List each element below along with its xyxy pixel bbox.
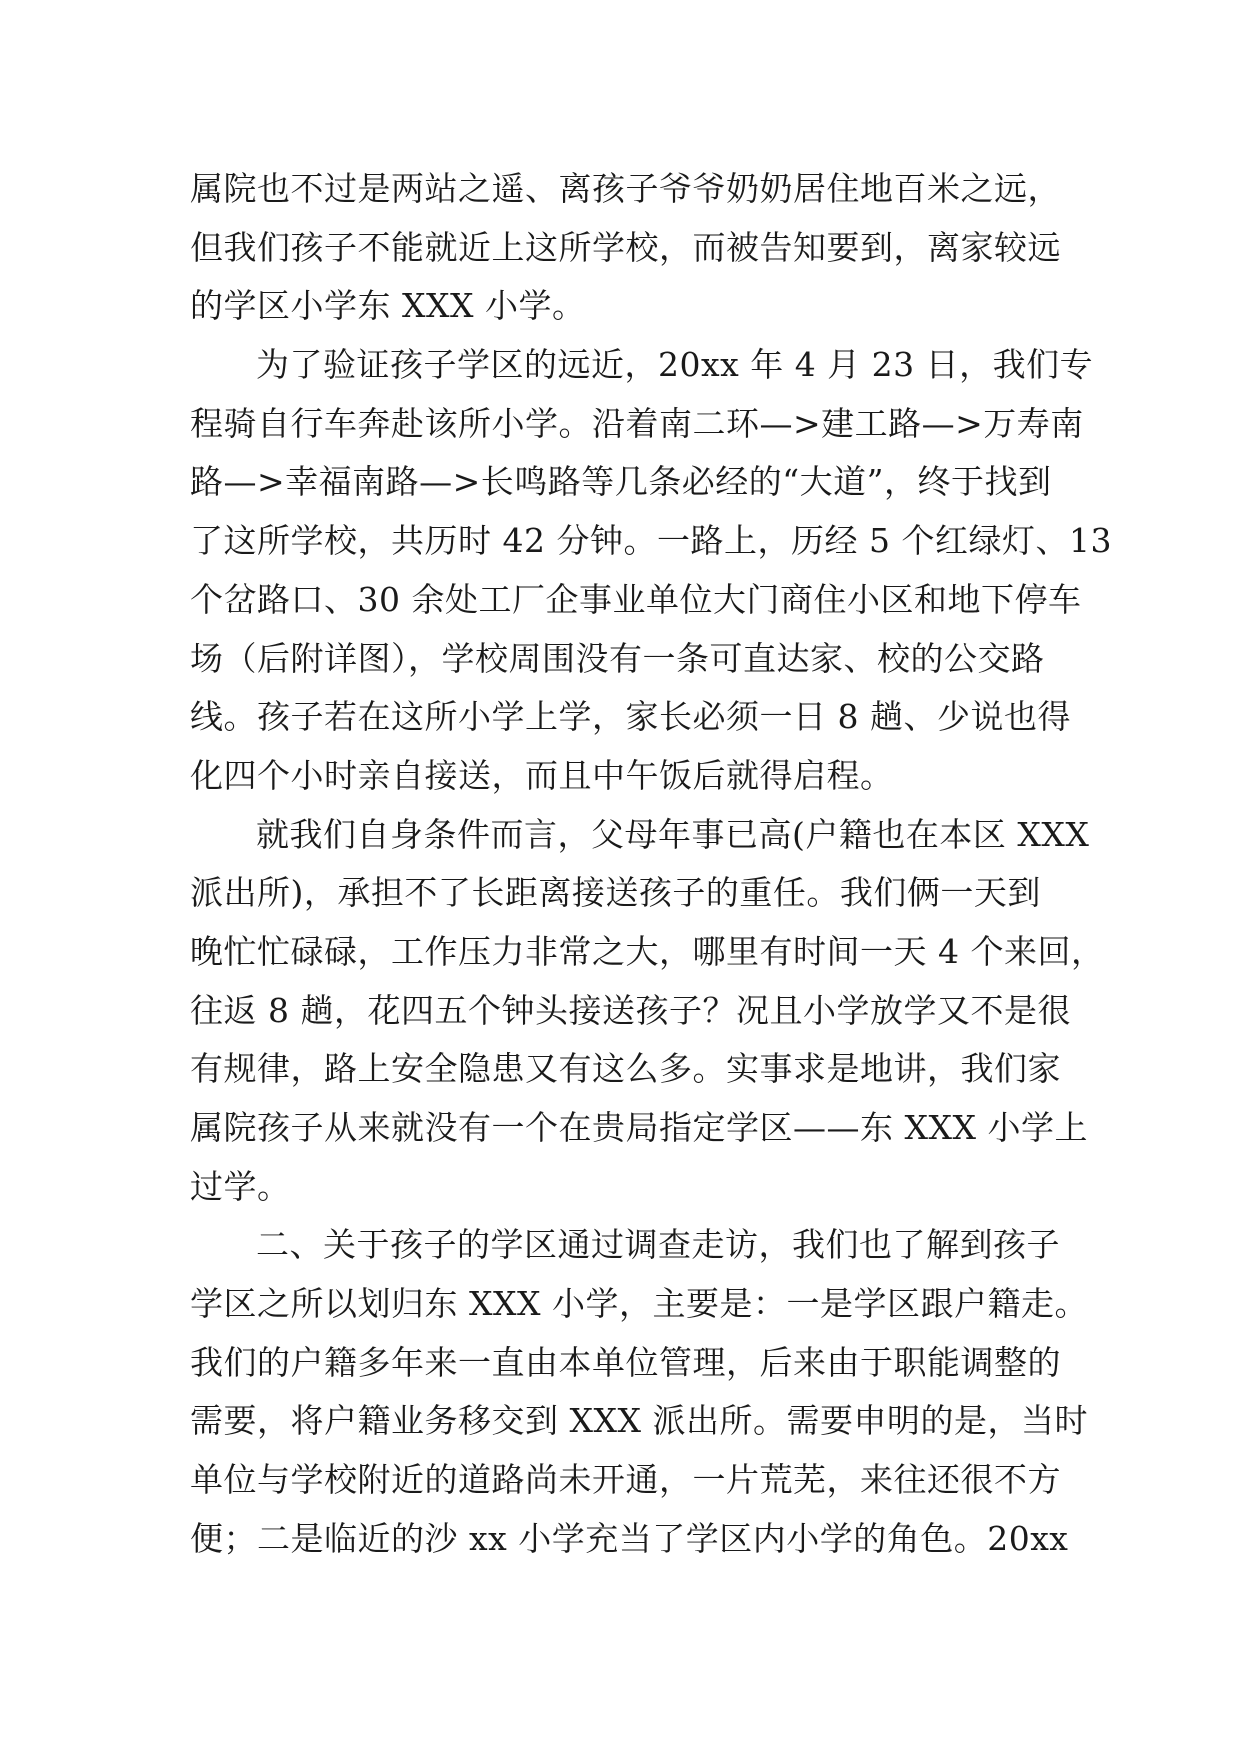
text-line: 晚忙忙碌碌，工作压力非常之大，哪里有时间一天 4 个来回， xyxy=(190,931,1105,971)
text-line: 属院孩子从来就没有一个在贵局指定学区——东 XXX 小学上 xyxy=(190,1108,1088,1147)
text-line: 程骑自行车奔赴该所小学。沿着南二环—>建工路—>万寿南 xyxy=(190,403,1084,443)
text-line: 派出所)，承担不了长距离接送孩子的重任。我们俩一天到 xyxy=(190,873,1041,913)
text-line: 往返 8 趟，花四五个钟头接送孩子？况且小学放学又不是很 xyxy=(190,990,1071,1030)
paragraph-first-line: 二、关于孩子的学区通过调查走访，我们也了解到孩子 xyxy=(256,1225,1060,1265)
text-line: 线。孩子若在这所小学上学，家长必须一日 8 趟、少说也得 xyxy=(190,697,1071,737)
text-line: 但我们孩子不能就近上这所学校，而被告知要到，离家较远 xyxy=(190,227,1061,267)
text-line: 单位与学校附近的道路尚未开通，一片荒芜，来往还很不方 xyxy=(190,1460,1061,1500)
text-line: 个岔路口、30 余处工厂企事业单位大门商住小区和地下停车 xyxy=(190,579,1082,619)
text-line: 学区之所以划归东 XXX 小学，主要是：一是学区跟户籍走。 xyxy=(190,1284,1088,1324)
text-line: 有规律，路上安全隐患又有这么多。实事求是地讲，我们家 xyxy=(190,1049,1061,1089)
text-line: 需要，将户籍业务移交到 XXX 派出所。需要申明的是，当时 xyxy=(190,1401,1088,1441)
text-line: 化四个小时亲自接送，而且中午饭后就得启程。 xyxy=(190,755,894,795)
text-line: 路—>幸福南路—>长鸣路等几条必经的“大道”，终于找到 xyxy=(190,462,1052,502)
text-line: 我们的户籍多年来一直由本单位管理，后来由于职能调整的 xyxy=(190,1342,1061,1382)
text-line: 属院也不过是两站之遥、离孩子爷爷奶奶居住地百米之远， xyxy=(190,169,1061,208)
text-line: 便；二是临近的沙 xx 小学充当了学区内小学的角色。20xx xyxy=(190,1518,1069,1558)
paragraph-first-line: 为了验证孩子学区的远近，20xx 年 4 月 23 日，我们专 xyxy=(256,345,1094,385)
text-line: 了这所学校，共历时 42 分钟。一路上，历经 5 个红绿灯、13 xyxy=(190,521,1112,561)
paragraph-first-line: 就我们自身条件而言，父母年事已高(户籍也在本区 XXX xyxy=(256,814,1090,854)
text-line: 的学区小学东 XXX 小学。 xyxy=(190,286,586,326)
document-body xyxy=(190,160,1112,1569)
text-line: 过学。 xyxy=(190,1166,291,1206)
text-line: 场（后附详图），学校周围没有一条可直达家、校的公交路 xyxy=(190,638,1045,678)
